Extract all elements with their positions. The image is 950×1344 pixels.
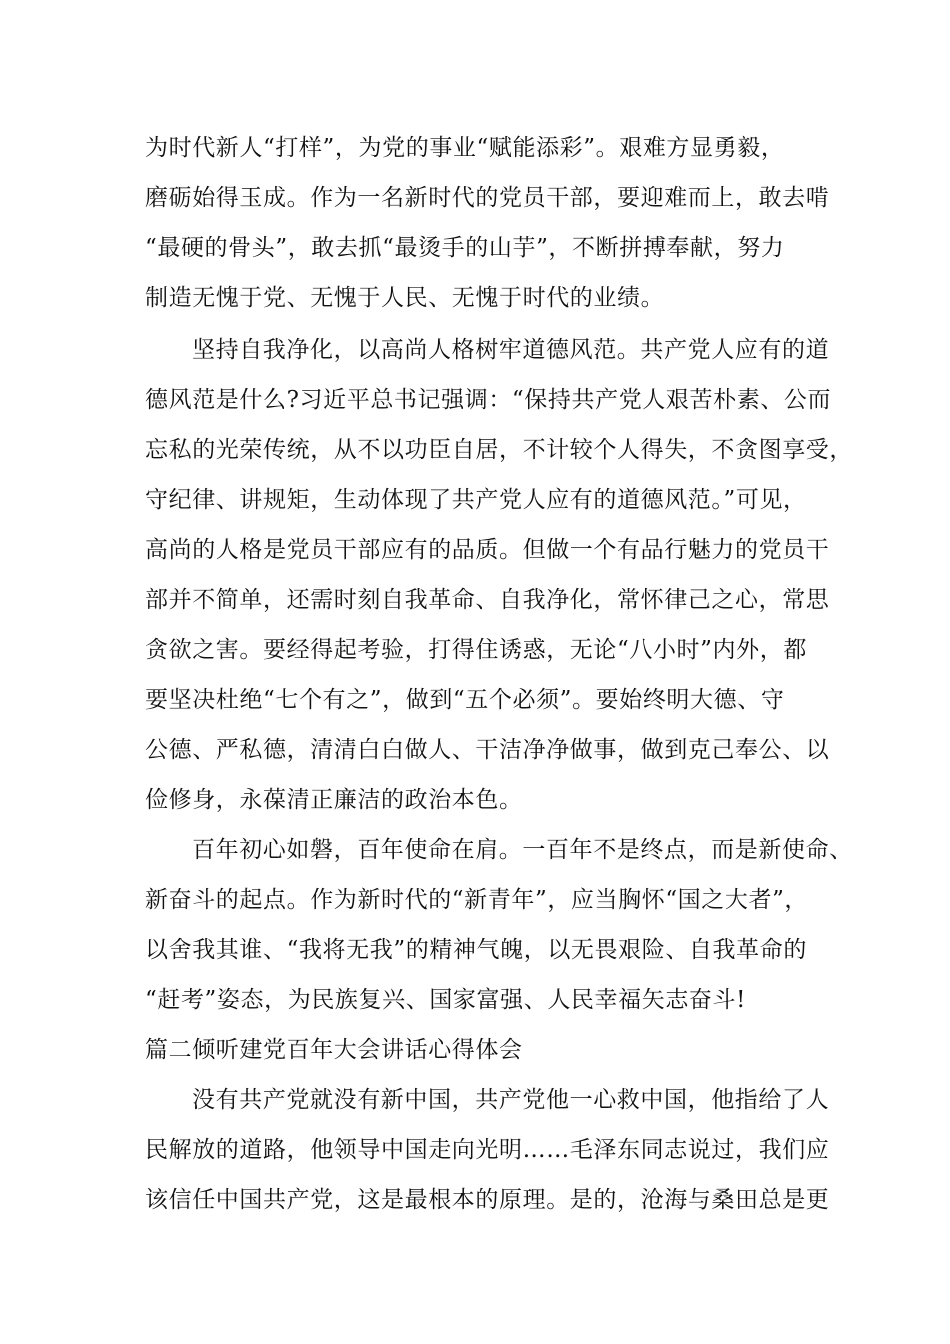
text-line: 百年初心如磐，百年使命在肩。一百年不是终点，而是新使命、 bbox=[192, 837, 853, 863]
text-line: 高尚的人格是党员干部应有的品质。但做一个有品行魅力的党员干 bbox=[145, 537, 830, 563]
text-line: 民解放的道路，他领导中国走向光明……毛泽东同志说过，我们应 bbox=[145, 1137, 830, 1163]
text-line: 贪欲之害。要经得起考验，打得住诱惑，无论“八小时”内外，都 bbox=[145, 637, 807, 663]
text-line: 磨砺始得玉成。作为一名新时代的党员干部，要迎难而上，敢去啃 bbox=[145, 185, 830, 211]
text-line: 忘私的光荣传统，从不以功臣自居，不计较个人得失，不贪图享受， bbox=[145, 437, 853, 463]
text-line: 守纪律、讲规矩，生动体现了共产党人应有的道德风范。”可见， bbox=[145, 487, 807, 513]
text-line: 部并不简单，还需时刻自我革命、自我净化，常怀律己之心，常思 bbox=[145, 587, 830, 613]
text-line: 新奋斗的起点。作为新时代的“新青年”，应当胸怀“国之大者”， bbox=[145, 887, 809, 913]
text-line: 为时代新人“打样”，为党的事业“赋能添彩”。艰难方显勇毅， bbox=[145, 135, 785, 161]
text-line: 要坚决杜绝“七个有之”，做到“五个必须”。要始终明大德、守 bbox=[145, 687, 785, 713]
text-line: “赶考”姿态，为民族复兴、国家富强、人民幸福矢志奋斗! bbox=[145, 987, 746, 1013]
text-line: 该信任中国共产党，这是最根本的原理。是的，沧海与桑田总是更 bbox=[145, 1187, 830, 1213]
text-line: 没有共产党就没有新中国，共产党他一心救中国，他指给了人 bbox=[192, 1087, 830, 1113]
text-line: 制造无愧于党、无愧于人民、无愧于时代的业绩。 bbox=[145, 285, 665, 311]
section-heading: 篇二倾听建党百年大会讲话心得体会 bbox=[145, 1037, 523, 1063]
text-line: 俭修身，永葆清正廉洁的政治本色。 bbox=[145, 787, 523, 813]
text-line: 坚持自我净化，以高尚人格树牢道德风范。共产党人应有的道 bbox=[192, 337, 830, 363]
text-line: 德风范是什么?习近平总书记强调：“保持共产党人艰苦朴素、公而 bbox=[145, 387, 832, 413]
text-line: 以舍我其谁、“我将无我”的精神气魄，以无畏艰险、自我革命的 bbox=[145, 937, 807, 963]
text-line: “最硬的骨头”，敢去抓“最烫手的山芋”，不断拼搏奉献，努力 bbox=[145, 235, 785, 261]
text-line: 公德、严私德，清清白白做人、干洁净净做事，做到克己奉公、以 bbox=[145, 737, 830, 763]
